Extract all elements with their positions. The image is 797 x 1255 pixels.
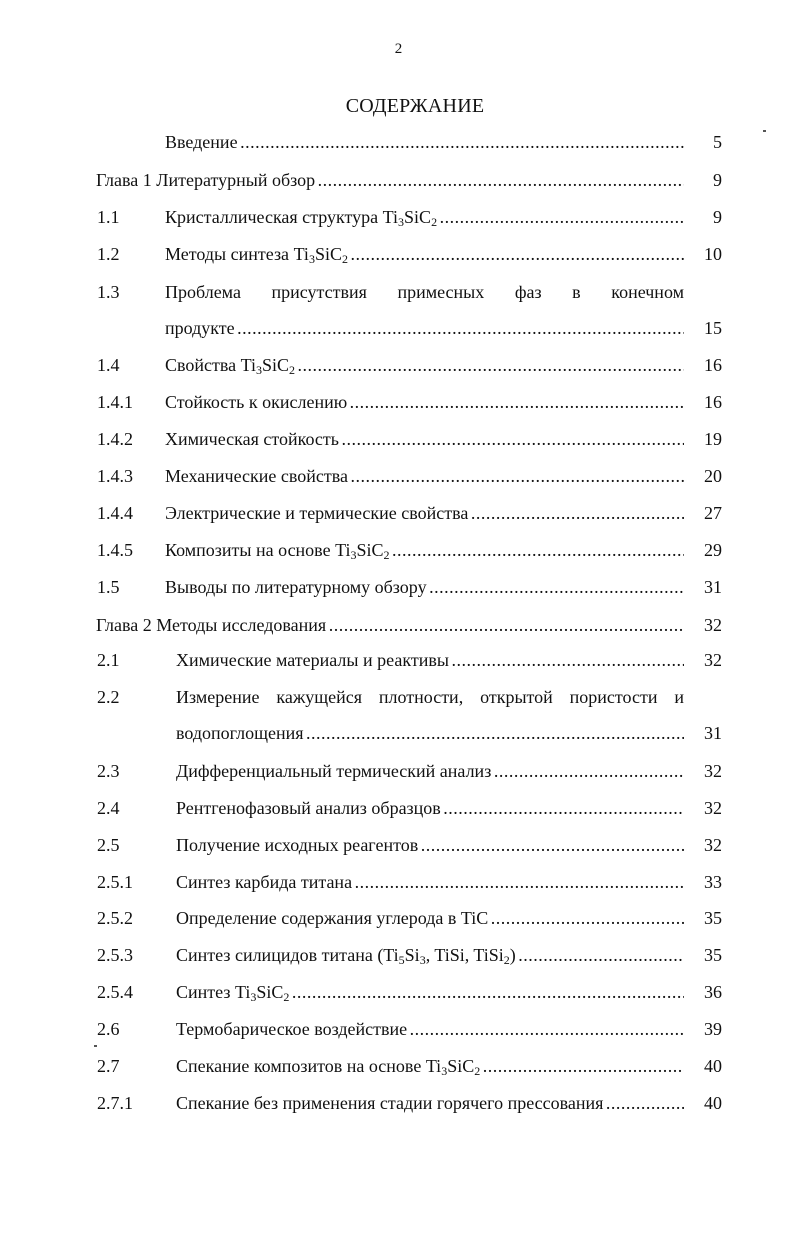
toc-entry-page: 36 <box>704 982 722 1002</box>
toc-entry <box>0 1093 797 1123</box>
toc-entry-page: 32 <box>704 798 722 818</box>
toc-entry-page: 32 <box>704 761 722 781</box>
toc-entry-page: 9 <box>713 207 722 227</box>
toc-entry-page: 27 <box>704 503 722 523</box>
toc-entry-number: 2.4 <box>97 798 120 818</box>
toc-entry-title <box>176 908 684 929</box>
toc-entry <box>0 282 797 312</box>
toc-entry-page: 31 <box>704 577 722 597</box>
toc-entry-number: 1.5 <box>97 577 120 597</box>
toc-entry <box>0 503 797 533</box>
toc-entry-title-text: Измерение кажущейся плотности, открытой пористости и <box>176 687 684 707</box>
toc-entry-title <box>176 650 684 671</box>
chemical-formula: $Ti_3SiC_2$ <box>425 1056 481 1077</box>
toc-entry-number: 2.7.1 <box>97 1093 133 1113</box>
toc-entry-title <box>176 945 684 966</box>
toc-entry-title <box>165 466 684 487</box>
toc-entry-title-text: водопоглощения <box>176 723 304 743</box>
toc-entry-title <box>165 355 684 376</box>
toc-entry-title-text: Глава 1 Литературный обзор <box>96 170 316 190</box>
toc-entry-title <box>176 835 684 856</box>
toc-entry-title-text: Дифференциальный термический анализ <box>176 761 492 781</box>
toc-entry <box>0 577 797 607</box>
toc-entry-title-text: Синтез <box>176 982 235 1002</box>
toc-entry-page: 31 <box>704 723 722 743</box>
toc-entry-title <box>176 761 684 782</box>
toc-entry-title <box>165 207 684 228</box>
toc-entry-title-text: Механические свойства <box>165 466 348 486</box>
toc-entry-page: 29 <box>704 540 722 560</box>
toc-entry-page: 10 <box>704 244 722 264</box>
toc-entry <box>0 761 797 791</box>
toc-entry <box>0 318 797 348</box>
toc-entry-number: 2.3 <box>97 761 120 781</box>
toc-entry <box>0 466 797 496</box>
chemical-formula: $Ti_3SiC_2$ <box>382 207 438 228</box>
toc-entry-title-text: Синтез силицидов титана ($Ti_5Si_3$, TiSi, TiSi$_2$) <box>176 945 516 966</box>
toc-entry-number: 2.1 <box>97 650 120 670</box>
toc-entry-number: 1.4.3 <box>97 466 133 486</box>
toc-entry-title-text: Термобарическое воздействие <box>176 1019 408 1039</box>
toc-entry-number: 1.4.1 <box>97 392 133 412</box>
toc-entry <box>0 615 797 645</box>
toc-entry-title-text: Композиты на основе <box>165 540 336 560</box>
toc-entry-title <box>96 170 684 191</box>
toc-entry-page: 15 <box>704 318 722 338</box>
toc-entry-page: 35 <box>704 945 722 965</box>
toc-entry <box>0 355 797 385</box>
toc-entry-title <box>176 1056 684 1077</box>
toc-entry-title-text: продукте <box>165 318 235 338</box>
toc-entry <box>0 945 797 975</box>
toc-entry-title <box>176 872 684 893</box>
toc-entry <box>0 723 797 753</box>
page-title: СОДЕРЖАНИЕ <box>345 95 485 117</box>
toc-entry <box>0 170 797 200</box>
toc-entry <box>0 1056 797 1086</box>
toc-entry-title-text: Кристаллическая структура <box>165 207 383 227</box>
toc-entry-title <box>176 982 684 1003</box>
toc-entry-title <box>165 429 684 450</box>
toc-entry-page: 19 <box>704 429 722 449</box>
toc-entry-page: 20 <box>704 466 722 486</box>
toc-entry-title <box>165 244 684 265</box>
toc-entry-number: 2.5.1 <box>97 872 133 892</box>
toc-entry-title-text: Электрические и термические свойства <box>165 503 469 523</box>
toc-entry-number: 2.6 <box>97 1019 120 1039</box>
toc-entry-title <box>165 503 684 524</box>
toc-entry-page: 5 <box>713 132 722 152</box>
toc-entry-title <box>165 577 684 598</box>
toc-entry-page: 40 <box>704 1093 722 1113</box>
toc-entry-number: 2.7 <box>97 1056 120 1076</box>
toc-entry-page: 32 <box>704 835 722 855</box>
toc-entry-number: 1.4 <box>97 355 120 375</box>
toc-entry-number: 1.3 <box>97 282 120 302</box>
toc-entry-title-text: Химические материалы и реактивы <box>176 650 449 670</box>
toc-entry-title <box>165 318 684 339</box>
scan-speck <box>94 1045 97 1047</box>
toc-entry-number: 1.4.2 <box>97 429 133 449</box>
toc-entry-page: 9 <box>713 170 722 190</box>
toc-entry-number: 2.5.4 <box>97 982 133 1002</box>
toc-entry <box>0 982 797 1012</box>
toc-entry <box>0 540 797 570</box>
toc-entry-number: 1.1 <box>97 207 120 227</box>
toc-entry <box>0 687 797 717</box>
toc-entry-title-text: Выводы по литературному обзору <box>165 577 427 597</box>
toc-entry <box>0 835 797 865</box>
toc-entry-title-text: Проблема присутствия примесных фаз в конечном <box>165 282 684 302</box>
toc-entry-page: 35 <box>704 908 722 928</box>
toc-entry-page: 16 <box>704 392 722 412</box>
toc-entry-title-text: Введение <box>165 132 238 152</box>
page-number: 2 <box>394 41 403 57</box>
scan-speck <box>763 130 766 132</box>
toc-entry-title <box>176 1093 684 1114</box>
toc-entry-title-text: Рентгенофазовый анализ образцов <box>176 798 441 818</box>
toc-entry-title <box>176 687 684 708</box>
toc-entry-title-text: Спекание без применения стадии горячего прессования <box>176 1093 604 1113</box>
toc-entry-title-text: Свойства <box>165 355 241 375</box>
toc-entry-page: 40 <box>704 1056 722 1076</box>
toc-entry-title <box>176 1019 684 1040</box>
toc-entry-page: 39 <box>704 1019 722 1039</box>
chemical-formula: $Ti_3SiC_2$ <box>293 244 348 265</box>
toc-entry-number: 1.4.5 <box>97 540 133 560</box>
toc-entry-page: 16 <box>704 355 722 375</box>
toc-entry-title <box>176 723 684 744</box>
toc-entry <box>0 244 797 274</box>
toc-entry <box>0 392 797 422</box>
chemical-formula: $Ti_3SiC_2$ <box>335 540 390 561</box>
toc-entry <box>0 908 797 938</box>
toc-entry-title <box>165 282 684 303</box>
toc-entry-page: 32 <box>704 650 722 670</box>
toc-entry <box>0 650 797 680</box>
toc-entry-number: 2.5 <box>97 835 120 855</box>
toc-entry-title-text: Химическая стойкость <box>165 429 339 449</box>
toc-entry-page: 32 <box>704 615 722 635</box>
toc-entry-title-text: Синтез карбида титана <box>176 872 353 892</box>
toc-entry-title-text: Глава 2 Методы исследования <box>96 615 327 635</box>
toc-entry-number: 1.2 <box>97 244 120 264</box>
toc-entry-title <box>165 132 684 153</box>
toc-entry-title <box>176 798 684 819</box>
toc-entry <box>0 872 797 902</box>
toc-entry-title-text: Получение исходных реагентов <box>176 835 419 855</box>
toc-entry-title <box>165 392 684 413</box>
chemical-formula: $Ti_3SiC_2$ <box>240 355 296 376</box>
toc-entry <box>0 1019 797 1049</box>
toc-entry <box>0 429 797 459</box>
toc-entry-title-text: Спекание композитов на основе <box>176 1056 426 1076</box>
toc-entry-number: 2.2 <box>97 687 120 707</box>
chemical-formula: $Ti_3SiC_2$ <box>234 982 290 1003</box>
toc-entry <box>0 132 797 162</box>
toc-entry-number: 1.4.4 <box>97 503 133 523</box>
toc-entry-number: 2.5.2 <box>97 908 133 928</box>
toc-entry-title <box>96 615 684 636</box>
toc-entry-title-text: Методы синтеза <box>165 244 294 264</box>
toc-entry-number: 2.5.3 <box>97 945 133 965</box>
toc-entry-title <box>165 540 684 561</box>
toc-entry-title-text: Стойкость к окислению <box>165 392 348 412</box>
toc-entry-title-text: Определение содержания углерода в TiC <box>176 908 489 928</box>
toc-entry-page: 33 <box>704 872 722 892</box>
toc-entry <box>0 207 797 237</box>
toc-entry <box>0 798 797 828</box>
